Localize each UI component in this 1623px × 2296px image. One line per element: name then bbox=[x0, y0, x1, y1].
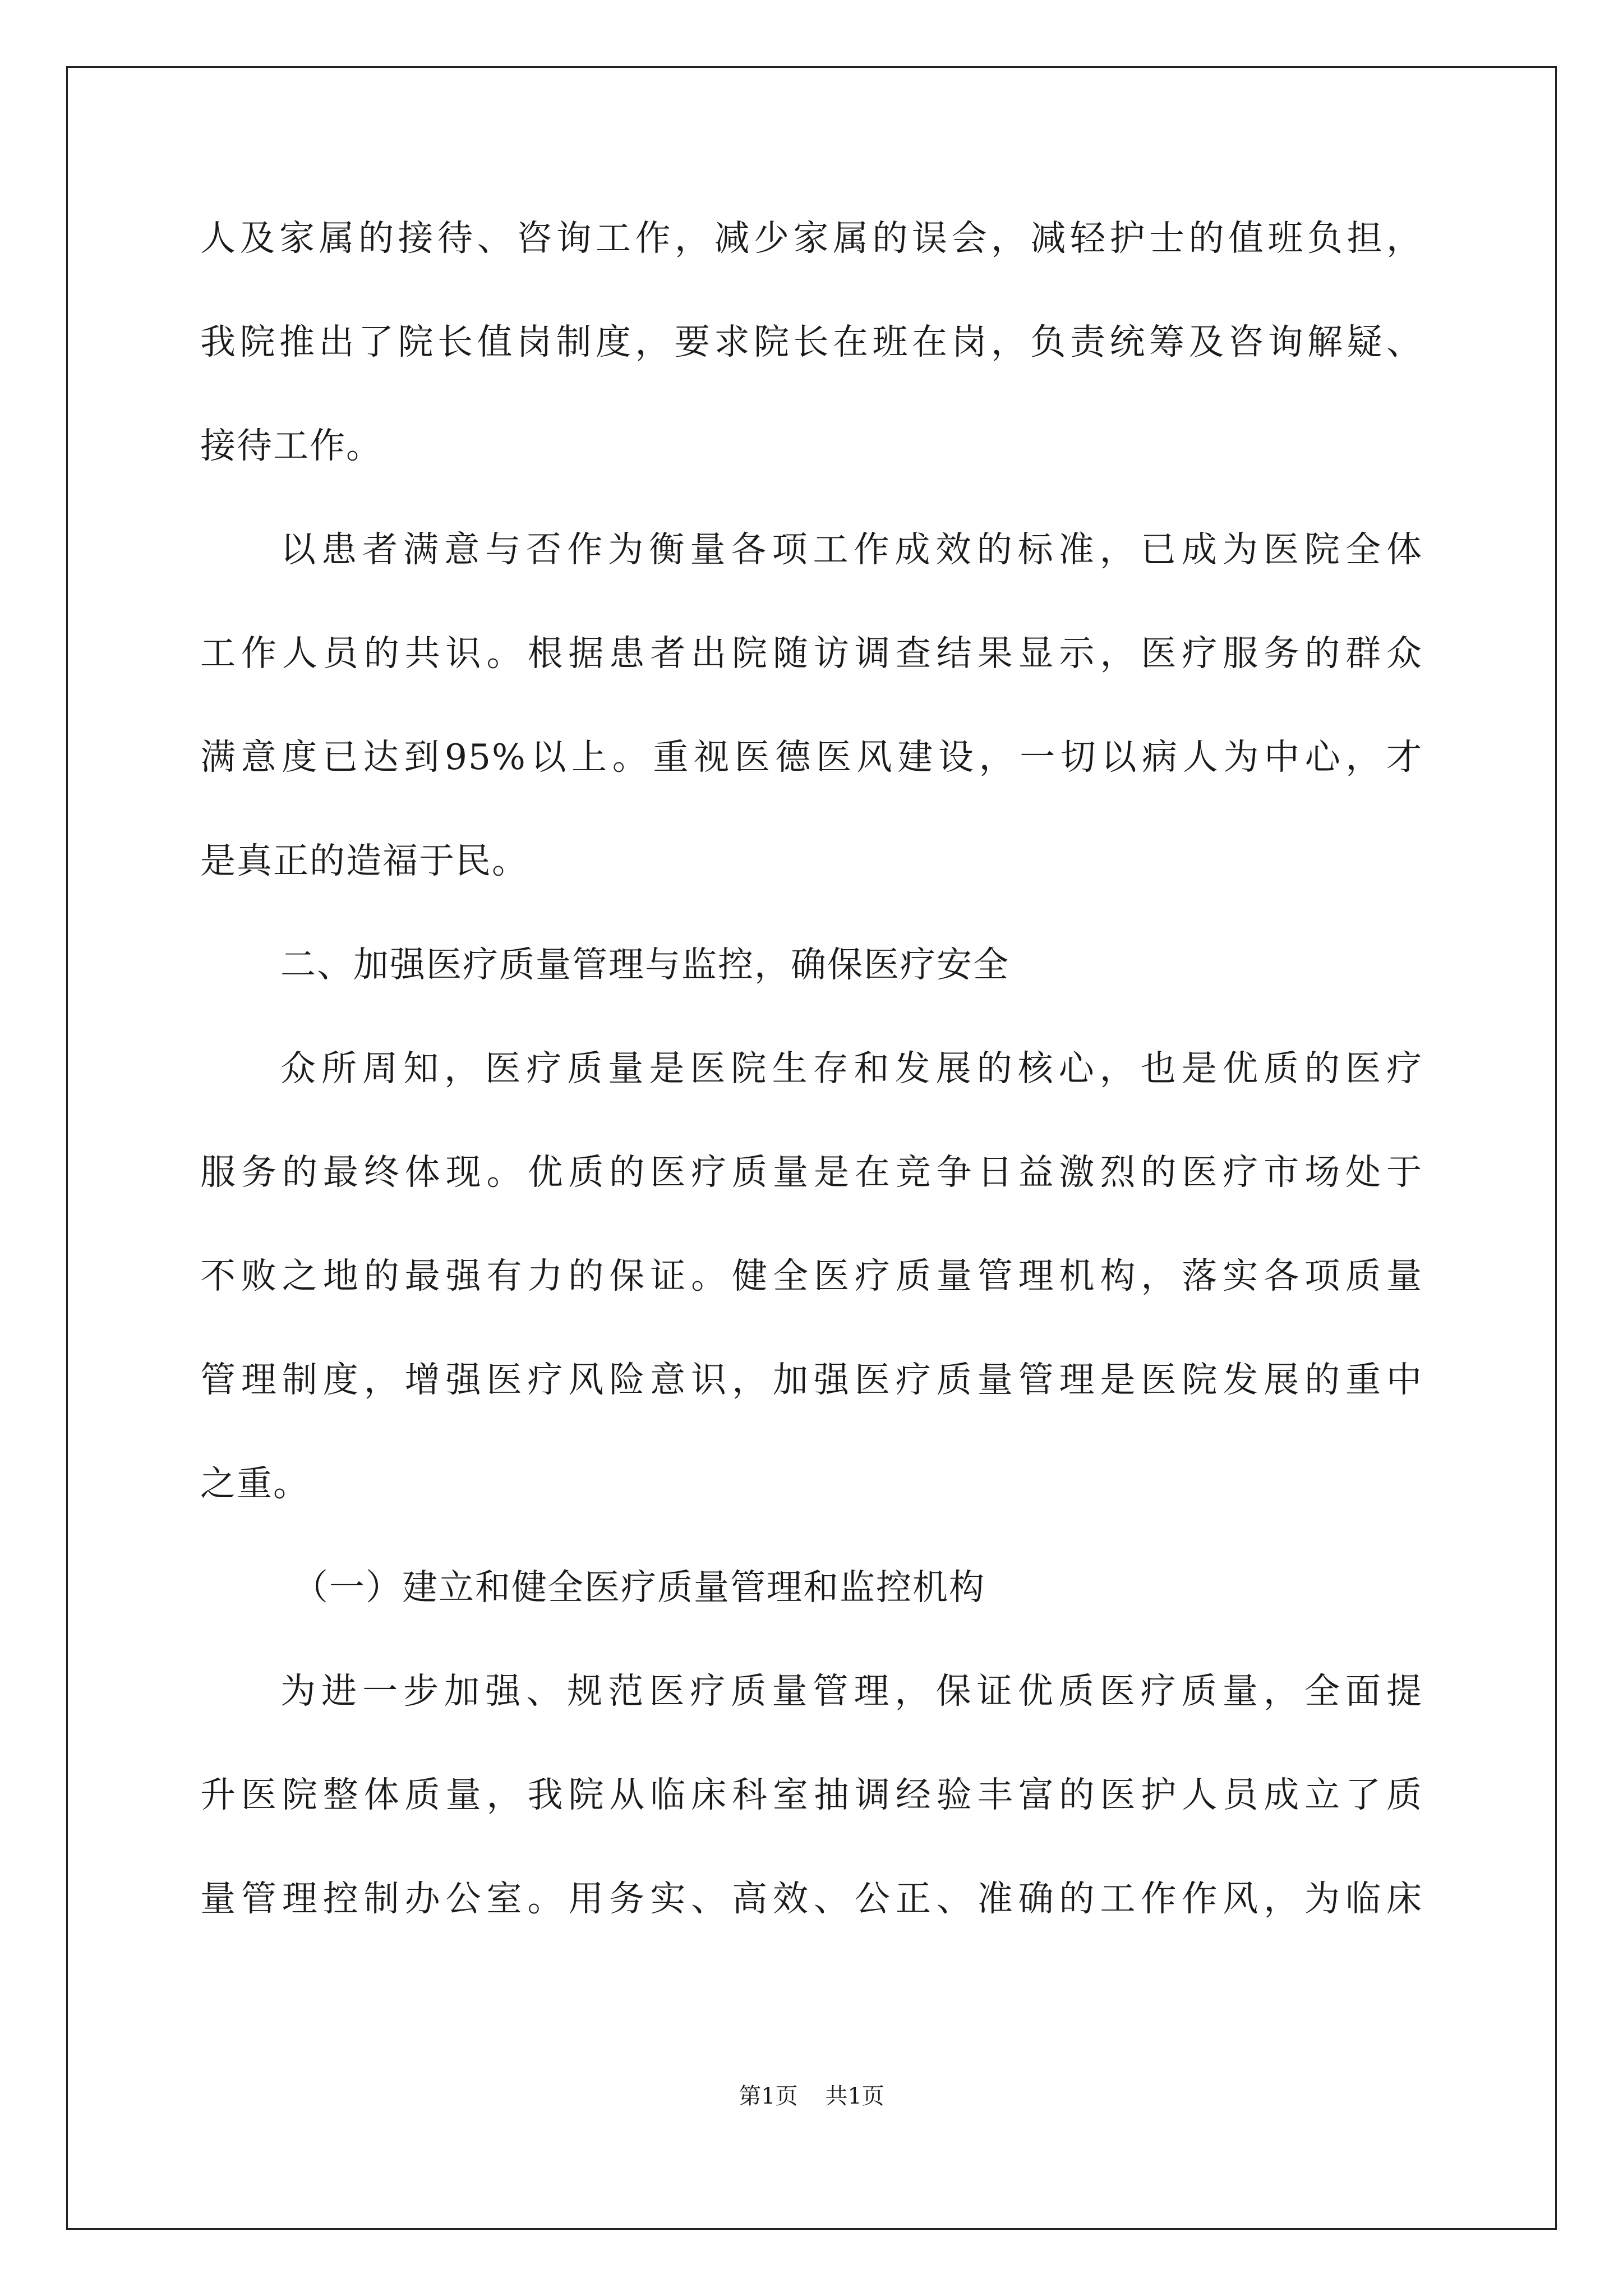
text-line: 量管理控制办公室。用务实、高效、公正、准确的工作作风，为临床 bbox=[200, 1878, 1423, 1919]
paragraph-start-line: 众所周知，医疗质量是医院生存和发展的核心，也是优质的医疗 bbox=[280, 1048, 1423, 1089]
page-number: 第1页 bbox=[739, 2083, 798, 2109]
subsection-heading: （一）建立和健全医疗质量管理和监控机构 bbox=[293, 1567, 985, 1608]
text-line: 服务的最终体现。优质的医疗质量是在竞争日益激烈的医疗市场处于 bbox=[200, 1152, 1423, 1193]
text-line: 不败之地的最强有力的保证。健全医疗质量管理机构，落实各项质量 bbox=[200, 1255, 1423, 1296]
text-line: 满意度已达到95%以上。重视医德医风建设，一切以病人为中心，才 bbox=[200, 737, 1423, 777]
paragraph-start-line: 为进一步加强、规范医疗质量管理，保证优质医疗质量，全面提 bbox=[280, 1671, 1423, 1711]
text-line: 人及家属的接待、咨询工作，减少家属的误会，减轻护士的值班负担， bbox=[200, 218, 1423, 259]
text-line: 我院推出了院长值岗制度，要求院长在班在岗，负责统筹及咨询解疑、 bbox=[200, 321, 1423, 362]
text-line: 接待工作。 bbox=[200, 425, 382, 466]
text-line: 工作人员的共识。根据患者出院随访调查结果显示，医疗服务的群众 bbox=[200, 633, 1423, 674]
text-line: 管理制度，增强医疗风险意识，加强医疗质量管理是医院发展的重中 bbox=[200, 1359, 1423, 1400]
text-line: 是真正的造福于民。 bbox=[200, 840, 528, 881]
paragraph-start-line: 以患者满意与否作为衡量各项工作成效的标准，已成为医院全体 bbox=[280, 529, 1423, 570]
page-footer bbox=[0, 2082, 1623, 2110]
page-total: 共1页 bbox=[825, 2083, 884, 2109]
text-line: 升医院整体质量，我院从临床科室抽调经验丰富的医护人员成立了质 bbox=[200, 1774, 1423, 1815]
section-heading: 二、加强医疗质量管理与监控，确保医疗安全 bbox=[280, 944, 1009, 985]
text-line: 之重。 bbox=[200, 1463, 310, 1504]
